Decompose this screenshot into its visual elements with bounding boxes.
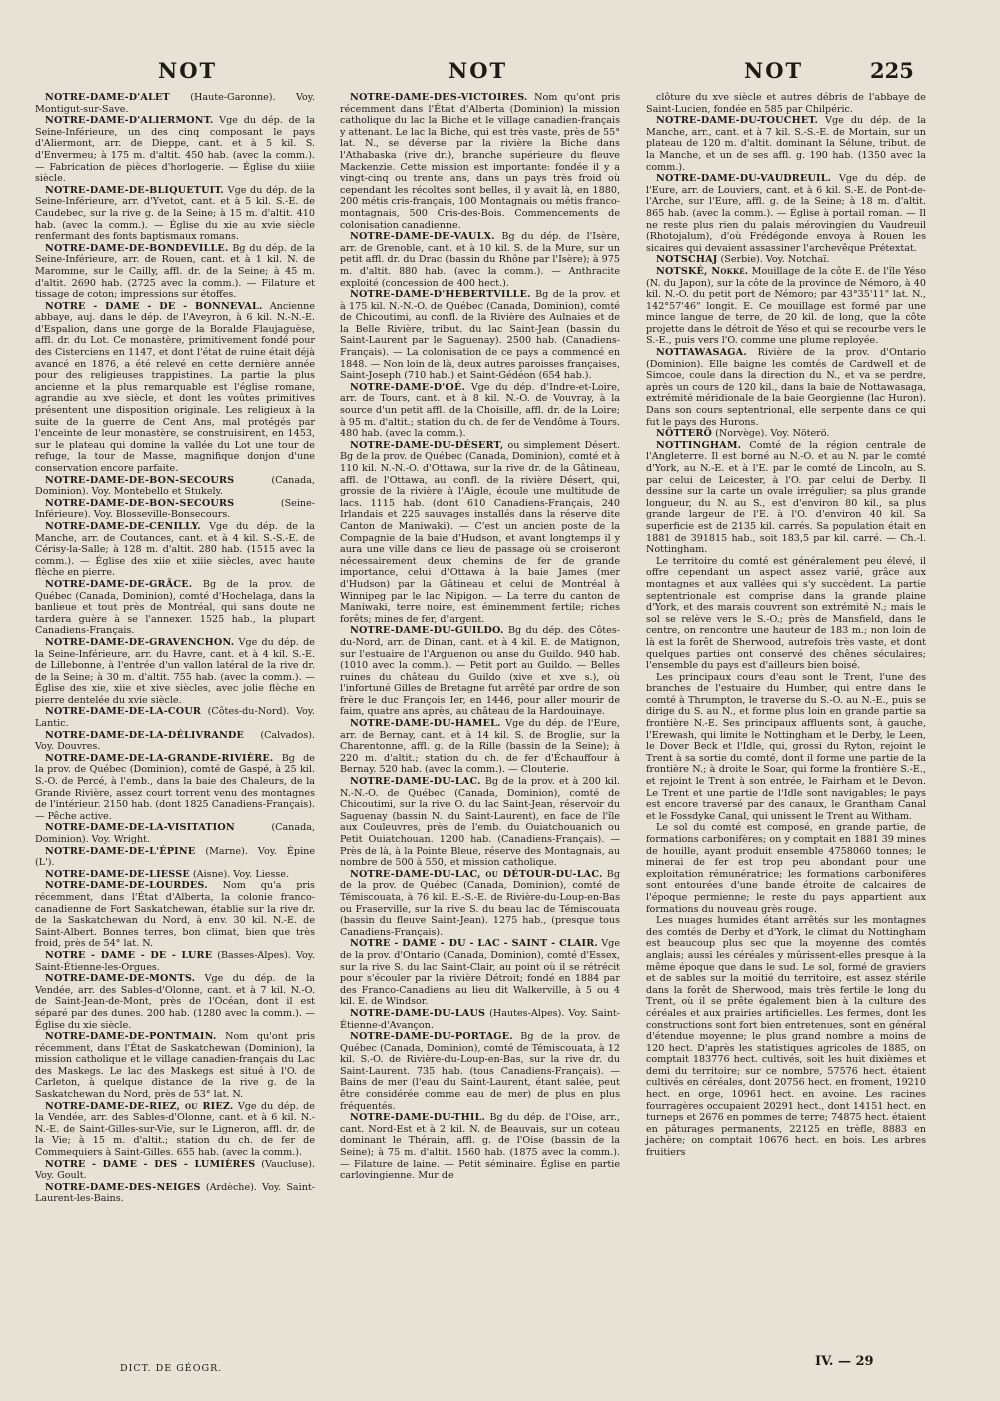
entry-text: clôture du xve siècle et autres débris de l'abbaye de Saint-Lucien, fondée en 585 par Chilpéric.	[646, 92, 926, 115]
dictionary-entry	[35, 185, 315, 243]
entry-text: Vge du dép. de la Manche, arr., cant. et à 7 kil. S.-S.-E. de Mortain, sur un plateau de 120 m. d'altit. dominant la Sélune, tribut. de la Manche, et un de ses affl. g. 190 hab. (1350 avec la comm.).	[646, 115, 926, 173]
entry-text: Le territoire du comté est généralement peu élevé, il offre cependant un aspect assez varié, grâce aux montagnes et aux vallées qui s'y succèdent. La partie septentrionale est comprise dans la grande plaine d'York, et des marais couvrent son extrémité N.; mais le sol se relève vers le S.-O.; près de Mansfield, dans le centre, on rencontre une hauteur de 183 m.; non loin de là est la forêt de Sherwood, autrefois très vaste, et dont quelques parties ont conservé des chênes séculaires; l'ensemble du pays est d'ailleurs bien boisé.	[646, 555, 926, 672]
dictionary-entry	[340, 382, 620, 440]
dictionary-entry	[646, 347, 926, 428]
entry-text: Bg du dép. des Côtes-du-Nord, arr. de Dinan, cant. et à 4 kil. E. de Matignon, sur l'estuaire de l'Arguenon ou anse du Guildo. 940 hab. (1010 avec la comm.). — Petit port au Guildo. — Belles ruines du château du Guildo (xive et xve s.), où l'infortuné Gilles de Bretagne fut arrêté par ordre de son frère le duc François Ier, en 1446, pour aller mourir de faim, quatre ans après, au château de la Hardouinaye.	[340, 625, 620, 718]
dictionary-entry	[646, 115, 926, 173]
dictionary-entry	[340, 1031, 620, 1112]
dictionary-entry	[35, 822, 315, 845]
dictionary-entry	[35, 521, 315, 579]
dictionary-entry	[35, 706, 315, 729]
text-column-right	[646, 92, 926, 1159]
entry-text: Rivière de la prov. d'Ontario (Dominion). Elle baigne les comtés de Cardwell et de Simcoe, coule dans la direction du N., et va se perdre, après un cours de 120 kil., dans la baie de Nottawasaga, extrémité méridionale de la baie Georgienne (lac Huron). Dans son cours septentrional, elle serpente dans ce qui fut le pays des Hurons.	[646, 347, 926, 428]
entry-text: Ancienne abbaye, auj. dans le dép. de l'Aveyron, à 6 kil. N.-N.-E. d'Espalion, dans une gorge de la Boralde Flaujaguèse, affl. dr. du Lot. Ce monastère, primitivement fondé pour des Cisterciens en 1147, et dont l'état de ruine était déjà avancé en 1876, a été relevé en cette dernière année pour des religieuses trappistines. La partie la plus ancienne et la plus remarquable est l'église romane, agrandie au xve siècle, et dont les voûtes primitives présentent une disposition originale. Les religieux à la suite de la guerre de Cent Ans, mal protégés par l'enceinte de leur monastère, se construisirent, en 1453, sur le plateau qui domine la vallée du Lot une tour de refuge, la tour de Masse, magnifique donjon d'une conservation encore parfaite.	[35, 300, 315, 474]
entry-headword: NOTRE-DAME-DE-GRÂCE.	[45, 578, 193, 590]
entry-text: Bg de la prov. et à 200 kil. N.-N.-O. de Québec (Canada, Dominion), comté de Chicoutimi, sur la rive O. du lac Saint-Jean, réservoir du Saguenay (bassin N. du Saint-Laurent), en face de l'île aux Couleuvres, près de l'emb. du Ouiatchouanich ou Petit Ouiatchouan. 1200 hab. (Canadiens-Français). — Près de là, à la Pointe Bleue, réserve des Montagnais, au nombre de 500 à 550, et mission catholique.	[340, 776, 620, 869]
entry-text: Vge du dép. de la Seine-Inférieure, arr. du Havre, cant. et à 4 kil. S.-E. de Lillebonne, à l'entrée d'un vallon latéral de la rive dr. de la Seine; à 30 m. d'altit. 755 hab. (avec la comm.). — Église des xie, xiie et xive siècles, avec jolie flèche en pierre dentelée du xvie siècle.	[35, 636, 315, 706]
running-head-center: NOT	[448, 58, 508, 83]
entry-headword: NOTRE-DAME-DU-LAC, ou DÉTOUR-DU-LAC.	[350, 868, 603, 880]
entry-text: Bg du dép. de l'Isère, arr. de Grenoble, cant. et à 10 kil. S. de la Mure, sur un petit affl. dr. du Drac (bassin du Rhône par l'Isère); à 975 m. d'altit. 880 hab. (avec la comm.). — Anthracite exploité (concession de 400 hect.).	[340, 231, 620, 289]
text-column-left	[35, 92, 315, 1205]
entry-text: (Calvados). Voy. Douvres.	[35, 729, 315, 753]
text-column-middle	[340, 92, 620, 1182]
entry-headword: NOTRE-DAME-DE-BON-SECOURS	[45, 474, 235, 486]
dictionary-entry	[35, 1182, 315, 1205]
entry-text: Vge de la prov. d'Ontario (Canada, Dominion), comté d'Essex, sur la rive S. du lac Saint-Clair, au point où il se rétrécit pour s'écouler par la rivière Détroit; fondé en 1884 par des Franco-Canadiens au lieu dit Walkerville, à 5 ou 4 kil. E. de Windsor.	[340, 938, 620, 1008]
entry-headword: NOTRE-DAME-DES-VICTOIRES.	[350, 92, 528, 103]
dictionary-entry	[646, 915, 926, 1158]
dictionary-entry	[35, 301, 315, 475]
entry-headword: NOTRE - DAME - DES - LUMIÈRES	[45, 1158, 256, 1170]
dictionary-entry	[646, 556, 926, 672]
footer-volume-folio: IV. — 29	[815, 1354, 874, 1369]
entry-headword: NOTRE-DAME-DE-LA-COUR	[45, 706, 202, 718]
dictionary-entry	[35, 730, 315, 753]
dictionary-entry	[340, 1112, 620, 1182]
entry-headword: NOTRE-DAME-DE-CENILLY.	[45, 520, 201, 532]
entry-text: Bg de la prov. de Québec (Canada, Dominion), comté d'Hochelaga, dans la banlieue et tout près de Montréal, qui sans doute ne tardera guère à se l'annexer. 1525 hab., la plupart Canadiens-Français.	[35, 578, 315, 637]
entry-text: Vge du dép. de l'Eure, arr. de Louviers, cant. et à 6 kil. S.-E. de Pont-de-l'Arche, sur l'Eure, affl. g. de la Seine; à 18 m. d'altit. 865 hab. (avec la comm.). — Église à portail roman. — Il ne reste plus rien du palais mérovingien du Vaudreuil (Rhotojalum), d'où Frédégonde envoya à Rouen les sicaires qui devaient assassiner l'archevêque Prétextat.	[646, 173, 926, 254]
dictionary-entry	[646, 266, 926, 347]
dictionary-entry	[35, 243, 315, 301]
entry-text: Vge du dép. de la Seine-Inférieure, un des cinq composant le pays d'Aliermont, arr. de Dieppe, cant. et à 5 kil. S. d'Envermeu; à 175 m. d'altit. 450 hab. (avec la comm.). — Fabrication de pièces d'horlogerie. — Église du xiiie siècle.	[35, 115, 315, 185]
dictionary-entry	[35, 579, 315, 637]
dictionary-entry	[646, 822, 926, 915]
entry-headword: NOTRE-DAME-D'ALIERMONT.	[45, 115, 214, 127]
entry-text: Bg de la prov. de Québec (Dominion), comté de Gaspé, à 25 kil. S.-O. de Percé, à l'emb., dans la baie des Chaleurs, de la Grande Rivière, assez court torrent venu des montagnes de l'intérieur. 2150 hab. (dont 1825 Canadiens-Français). — Pêche active.	[35, 752, 315, 822]
entry-text: (Côtes-du-Nord). Voy. Lantic.	[35, 706, 315, 730]
dictionary-entry	[340, 289, 620, 382]
entry-headword: NOTRE-DAME-DE-MONTS.	[45, 973, 196, 985]
dictionary-entry	[646, 173, 926, 254]
entry-headword: NOTRE-DAME-D'ALET	[45, 92, 170, 103]
dictionary-entry	[340, 92, 620, 231]
entry-headword: NOTRE-DAME-DE-PONTMAIN.	[45, 1031, 217, 1043]
entry-headword: NOTRE-DAME-DE-BONDEVILLE.	[45, 242, 229, 254]
entry-headword: NOTRE - DAME - DE - LURE	[45, 949, 213, 961]
dictionary-entry	[35, 869, 315, 881]
dictionary-entry	[35, 475, 315, 498]
entry-text: (Seine-Inférieure). Voy. Blosseville-Bonsecours.	[35, 497, 315, 521]
dictionary-entry	[35, 753, 315, 823]
entry-text: Nom qu'ont pris récemment dans l'État d'Alberta (Dominion) la mission catholique du lac la Biche et le village canadien-français y attenant. Le lac la Biche, qui est très vaste, près de 55° lat. N., se déverse par la rivière la Biche dans l'Athabaska (rive dr.), branche supérieure du fleuve Mackenzie. Cette mission est importante: fondée il y a vingt-cinq ou trente ans, dans un pays très froid où cependant les récoltes sont belles, il y avait là, en 1880, 200 métis cris-français, 100 Montagnais ou métis franco-montagnais, 500 Cris-des-Bois. Commencements de colonisation canadienne.	[340, 92, 620, 231]
dictionary-entry	[340, 718, 620, 776]
entry-headword: NOTRE-DAME-DU-VAUDREUIL.	[656, 173, 832, 185]
entry-headword: NOTRE-DAME-DE-LA-GRANDE-RIVIÈRE.	[45, 752, 274, 764]
entry-headword: NOTRE - DAME - DE - BONNEVAL.	[45, 300, 263, 312]
entry-headword: NOTRE - DAME - DU - LAC - SAINT - CLAIR.	[350, 938, 598, 950]
dictionary-entry	[646, 254, 926, 266]
entry-text: (Serbie). Voy. Notchaï.	[717, 254, 830, 266]
entry-text: Comté de la région centrale de l'Angleterre. Il est borné au N.-O. et au N. par le comté d'York, au N.-E. et à l'E. par le comté de Lincoln, au S. par celui de Leicester, à l'O. par celui de Derby. Il dessine sur la carte un ovale irrégulier; sa plus grande longueur, du N. au S., est d'environ 80 kil., sa plus grande largeur de l'E. à l'O. d'environ 40 kil. Sa superficie est de 2135 kil. carrés. Sa population était en 1881 de 391815 hab., soit 183,5 par kil. carré. — Ch.-l. Nottingham.	[646, 439, 926, 556]
running-head-right: NOT	[744, 58, 804, 83]
entry-text: Bg du dép. de l'Oise, arr., cant. Nord-Est et à 2 kil. N. de Beauvais, sur un coteau dominant le Thérain, affl. g. de l'Oise (bassin de la Seine); à 75 m. d'altit. 1560 hab. (1875 avec la comm.). — Filature de laine. — Petit séminaire. Église en partie carlovingienne. Mur de	[340, 1112, 620, 1182]
dictionary-entry	[35, 115, 315, 185]
entry-text: Bg de la prov. de Québec (Canada, Dominion), comté de Témiscouata, à 12 kil. S.-O. de Rivière-du-Loup-en-Bas, sur la rive dr. du Saint-Laurent. 735 hab. (tous Canadiens-Français). — Bains de mer (l'eau du Saint-Laurent, étant salée, peut être considérée comme eau de mer) de plus en plus fréquentés.	[340, 1031, 620, 1112]
entry-headword: NÖTTERÖ	[656, 428, 713, 440]
entry-headword: NOTRE-DAME-DE-LOURDES.	[45, 880, 208, 892]
entry-text: (Ardèche). Voy. Saint-Laurent-les-Bains.	[35, 1181, 315, 1205]
entry-headword: NOTRE-DAME-DE-VAULX.	[350, 231, 495, 243]
entry-headword: NOTTINGHAM.	[656, 439, 742, 451]
entry-text: Bg du dép. de la Seine-Inférieure, arr. de Rouen, cant. et à 1 kil. N. de Maromme, sur le Cailly, affl. dr. de la Seine; à 45 m. d'altit. 2690 hab. (2725 avec la comm.). — Filature et tissage de coton; impressions sur étoffes.	[35, 242, 315, 301]
entry-headword: NOTRE-DAME-DE-GRAVENCHON.	[45, 636, 235, 648]
entry-text: Nom qu'ont pris récemment, dans l'État de Saskatchewan (Dominion), la mission catholique et le village canadien-français du Lac des Maskegs. Le lac des Maskegs est situé à l'O. de Carleton, à quelque distance de la rive g. de la Saskatchewan du Nord, près de 53° lat. N.	[35, 1031, 315, 1101]
entry-headword: NOTRE-DAME-DE-RIEZ, ou RIEZ.	[45, 1100, 234, 1112]
dictionary-entry	[340, 1008, 620, 1031]
entry-headword: NOTRE-DAME-DU-GUILDO.	[350, 625, 504, 637]
running-head-left: NOT	[158, 58, 218, 83]
entry-headword: NOTRE-DAME-DU-HAMEL.	[350, 718, 501, 730]
entry-headword: NOTRE-DAME-DU-DÉSERT,	[350, 439, 504, 451]
entry-headword: NOTRE-DAME-D'OÉ.	[350, 381, 466, 393]
entry-headword: NOTRE-DAME-DU-LAUS	[350, 1007, 486, 1019]
dictionary-entry	[646, 428, 926, 440]
dictionary-entry	[35, 950, 315, 973]
entry-headword: NOTTAWASAGA.	[656, 347, 747, 359]
dictionary-entry	[35, 637, 315, 707]
dictionary-entry	[646, 440, 926, 556]
entry-headword: NOTRE-DAME-D'HEBERTVILLE.	[350, 289, 531, 301]
entry-text: Le sol du comté est composé, en grande partie, de formations carbonifères; on y comptait en 1881 39 mines de houille, ayant produit ensemble 4758060 tonnes; le minerai de fer est trop peu abondant pour une exploitation rémunératrice; les formations carbonifères sont entourées d'une bande étroite de calcaires de l'époque permienne; le reste du pays appartient aux formations du nouveau grès rouge.	[646, 822, 926, 915]
entry-headword: NOTRE-DAME-DU-PORTAGE.	[350, 1031, 513, 1043]
entry-text: (Aisne). Voy. Liesse.	[189, 868, 290, 880]
entry-text: Bg de la prov. de Québec (Canada, Dominion), comté de Témiscouata, à 76 kil. E.-S.-E. de Rivière-du-Loup-en-Bas ou Fraserville, sur la rive S. du beau lac de Témiscouata (bassin du fleuve Saint-Jean). 1275 hab., (presque tous Canadiens-Français).	[340, 868, 620, 938]
entry-text: ou simplement Désert. Bg de la prov. de Québec (Canada, Dominion), comté et à 110 kil. N.-N.-O. d'Ottawa, sur la rive dr. de la Gâtineau, affl. de l'Ottawa, au confl. de la rivière Désert, qui, grossie de la rivière à l'Aigle, écoule une multitude de lacs. 1115 hab. (dont 610 Canadiens-Français, 240 Irlandais et 225 sauvages installés dans la réserve dite Canton de Maniwaki). — C'est un ancien poste de la Compagnie de la baie d'Hudson, et avant longtemps il y aura une ville dans ce lieu de passage où se croiseront nécessairement deux chemins de fer de grande importance, celui d'Ottawa à la baie James (mer d'Hudson) par la Gâtineau et celui de Montréal à Winnipeg par le lac Nipigon. — La terre du canton de Maniwaki, terre noire, est éminemment fertile; riches forêts; mines de fer, d'argent.	[340, 439, 620, 625]
entry-headword: NOTRE-DAME-DE-LIESSE	[45, 868, 190, 880]
entry-headword: NOTRE-DAME-DU-TOUCHET.	[656, 115, 818, 127]
entry-text: Les nuages humides étant arrêtés sur les montagnes des comtés de Derby et d'York, le climat du Nottingham est beaucoup plus sec que la moyenne des comtés anglais; aussi les céréales y mûrissent-elles presque à la même époque que dans le sud. Le sol, formé de graviers et de sables sur la moitié du territoire, est assez stérile dans la forêt de Sherwood, mais très fertile le long du Trent, où il se prête également bien à la culture des céréales et aux prairies artificielles. Les fermes, dont les constructions sont fort bien entretenues, sont en général d'étendue moyenne; le plus grand nombre a moins de 120 hect. D'après les statistiques agricoles de 1885, on comptait 183776 hect. cultivés, soit les huit dixièmes et demi du territoire; sur ce nombre, 57576 hect. étaient cultivés en céréales, dont 20756 hect. en froment, 19210 hect. en orge, 10961 hect. en avoine. Les racines fourragères occupaient 20291 hect., dont 14151 hect. en turneps et 2676 en pommes de terre; 74875 hect. étaient en pâturages permanents, 22125 en trèfle, 8883 en jachère; on comptait 10676 hect. en bois. Les arbres fruitiers	[646, 915, 926, 1159]
dictionary-entry	[35, 1159, 315, 1182]
entry-headword: NOTRE-DAME-DE-LA-VISITATION	[45, 822, 235, 834]
entry-headword: NOTRE-DAME-DE-L'ÉPINE	[45, 845, 196, 857]
entry-text: Vge du dép. de la Vendée, arr. des Sables-d'Olonne, cant. et à 6 kil. N.-N.-E. de Saint-Gilles-sur-Vie, sur le Ligneron, affl. dr. de la Vie; à 15 m. d'altit.; station du ch. de fer de Commequiers à Saint-Gilles. 655 hab. (avec la comm.).	[35, 1100, 315, 1159]
entry-text: (Canada, Dominion). Voy. Montebello et Stukely.	[35, 474, 315, 498]
page-number: 225	[870, 58, 914, 83]
entry-text: (Vaucluse). Voy. Goult.	[35, 1158, 315, 1182]
entry-text: Nom qu'a pris récemment, dans l'État d'Alberta, la colonie franco-canadienne de Fort Saskatchewan, établie sur la rive dr. de la Saskatchewan du Nord, à env. 30 kil. N.-E. de Saint-Albert. Bonnes terres, bon climat, bien que très froid, près de 54° lat. N.	[35, 880, 315, 950]
entry-text: Bg de la prov. et à 175 kil. N.-N.-O. de Québec (Canada, Dominion), comté de Chicoutimi, au confl. de la Rivière des Aulnaies et de la Belle Rivière, tribut. du lac Saint-Jean (bassin du Saint-Laurent par le Saguenay). 2500 hab. (Canadiens-Français). — La colonisation de ce pays a commencé en 1848. — Non loin de là, deux autres paroisses françaises, Saint-Joseph (710 hab.) et Saint-Gédéon (654 hab.).	[340, 289, 620, 382]
dictionary-entry	[35, 973, 315, 1031]
dictionary-entry	[646, 672, 926, 823]
entry-text: Les principaux cours d'eau sont le Trent, l'une des branches de l'estuaire du Humber, qui entre dans le comté à Thrumpton, le traverse du S.-O. au N.-E., puis se dirige du S. au N., et forme plus loin en grande partie sa frontière N.-E. Ses principaux affluents sont, à gauche, l'Erewash, qui limite le Nottingham et le Derby, le Leen, le Dover Beck et l'Idle, qui, grossi du Ryton, rejoint le Trent à sa sortie du comté, dont il forme une partie de la frontière N.; à droite le Soar, qui forme la frontière S.-E., et rejoint le Trent à son entrée, le Fairham et le Devon. Le Trent et une partie de l'Idle sont navigables; le pays est encore traversé par des canaux, le Grantham Canal et le Fossdyke Canal, qui unissent le Trent au Witham.	[646, 671, 926, 822]
entry-headword: NOTSKÉ, Nokké.	[656, 265, 749, 277]
dictionary-entry	[35, 846, 315, 869]
dictionary-entry	[340, 776, 620, 869]
entry-headword: NOTRE-DAME-DE-BLIQUETUIT.	[45, 184, 224, 196]
entry-text: Mouillage de la côte E. de l'île Yéso (N. du Japon), sur la côte de la province de Némoro, à 40 kil. N.-O. du petit port de Némoro; par 43°35'11" lat. N., 142°57'46" longit. E. Ce mouillage est formé par une mince langue de terre, de 20 kil. de long, que la côte projette dans le détroit de Yéso et qui se recourbe vers le S.-E., puis vers l'O. comme une plume reployée.	[646, 265, 926, 347]
entry-text: (Basses-Alpes). Voy. Saint-Étienne-les-Orgues.	[35, 949, 315, 973]
entry-text: Vge du dép. de la Manche, arr. de Coutances, cant. et à 4 kil. S.-S.-E. de Cérisy-la-Salle; à 128 m. d'altit. 280 hab. (1515 avec la comm.). — Église des xiie et xiiie siècles, avec haute flèche en pierre.	[35, 520, 315, 579]
dictionary-entry	[340, 869, 620, 939]
dictionary-entry	[340, 231, 620, 289]
entry-headword: NOTRE-DAME-DU-THIL.	[350, 1112, 486, 1124]
dictionary-entry	[340, 938, 620, 1008]
entry-headword: NOTSCHAJ	[656, 254, 718, 266]
entry-text: (Marne). Voy. Épine (L').	[35, 845, 315, 869]
entry-text: (Haute-Garonne). Voy. Montigut-sur-Save.	[35, 92, 315, 115]
entry-text: Vge du dép. de l'Eure, arr. de Bernay, cant. et à 14 kil. S. de Broglie, sur la Charentonne, affl. g. de la Rille (bassin de la Seine); à 220 m. d'altit.; station du ch. de fer d'Échauffour à Bernay. 520 hab. (avec la comm.). — Clouterie.	[340, 718, 620, 776]
entry-text: Vge du dép. d'Indre-et-Loire, arr. de Tours, cant. et à 8 kil. N.-O. de Vouvray, à la source d'un petit affl. de la Choisille, affl. dr. de la Loire; à 95 m. d'altit.; station du ch. de fer de Vendôme à Tours. 480 hab. (avec la comm.).	[340, 381, 620, 440]
entry-headword: NOTRE-DAME-DE-BON-SECOURS	[45, 497, 235, 509]
entry-headword: NOTRE-DAME-DE-LA-DÉLIVRANDE	[45, 729, 245, 741]
footer-signature: DICT. DE GÉOGR.	[120, 1363, 223, 1374]
dictionary-entry	[340, 625, 620, 718]
entry-headword: NOTRE-DAME-DU-LAC.	[350, 776, 481, 788]
entry-text: (Canada, Dominion). Voy. Wright.	[35, 822, 315, 845]
entry-headword: NOTRE-DAME-DES-NEIGES	[45, 1181, 201, 1193]
entry-text: Vge du dép. de la Vendée, arr. des Sables-d'Olonne, cant. et à 7 kil. N.-O. de Saint-Jean-de-Mont, près de l'Océan, dont il est séparé par des dunes. 200 hab. (1280 avec la comm.). — Église du xie siècle.	[35, 973, 315, 1031]
dictionary-entry	[35, 498, 315, 521]
dictionary-entry	[35, 92, 315, 115]
entry-text: (Hautes-Alpes). Voy. Saint-Étienne-d'Avançon.	[340, 1007, 620, 1031]
dictionary-entry	[35, 1101, 315, 1159]
dictionary-entry	[35, 880, 315, 950]
dictionary-entry	[646, 92, 926, 115]
entry-text: (Norvège). Voy. Nöterö.	[712, 428, 830, 440]
dictionary-entry	[340, 440, 620, 626]
dictionary-entry	[35, 1031, 315, 1101]
entry-text: Vge du dép. de la Seine-Inférieure, arr. d'Yvetot, cant. et à 5 kil. S.-E. de Caudebec, sur la rive g. de la Seine; à 15 m. d'altit. 410 hab. (avec la comm.). — Église du xie au xvie siècle renfermant des fonts baptismaux romans.	[35, 184, 315, 243]
